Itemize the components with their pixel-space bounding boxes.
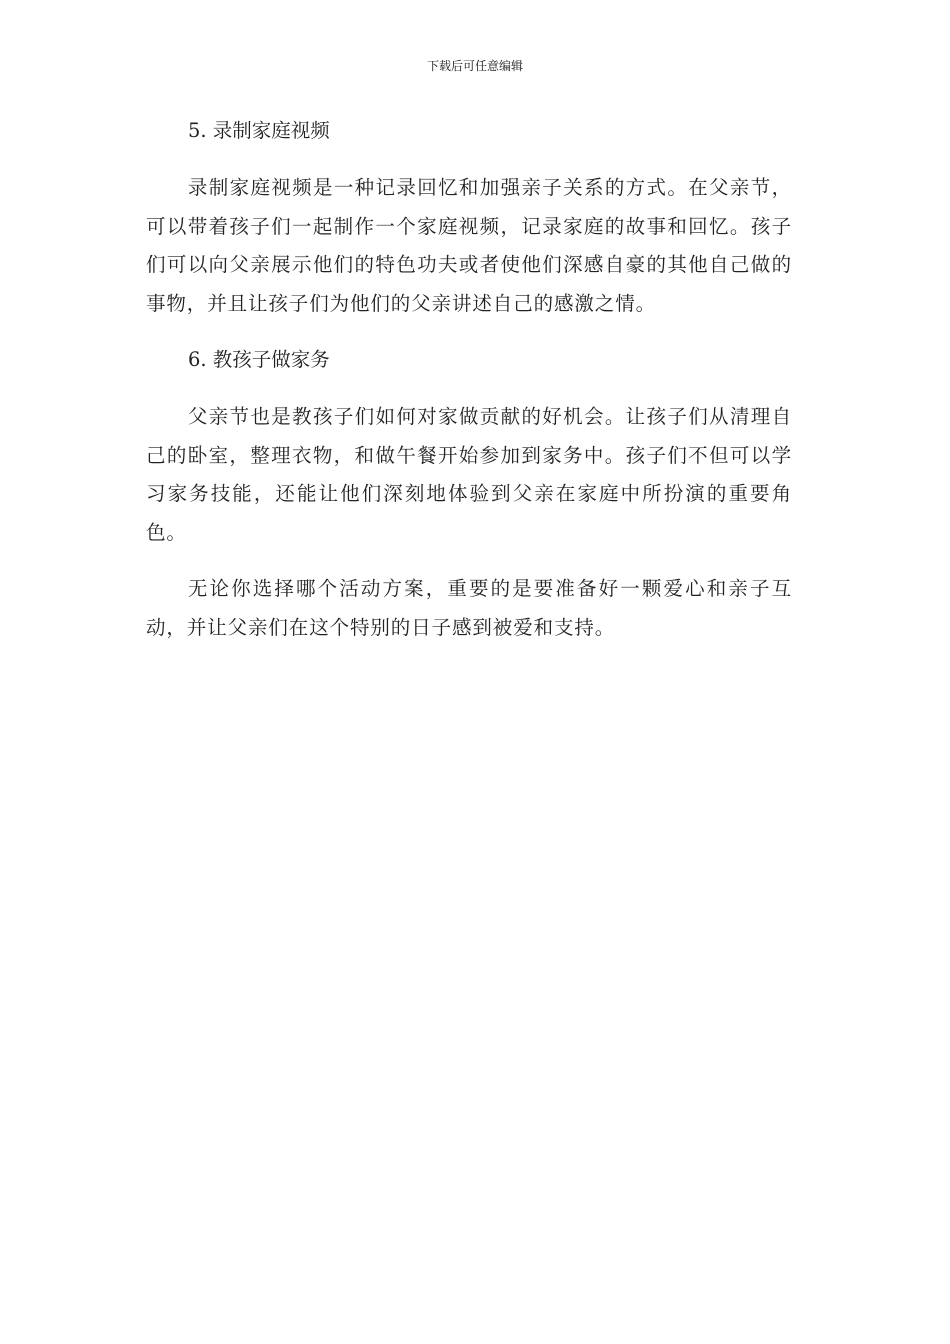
document-body: [146, 112, 792, 647]
section-heading-5: 5. 录制家庭视频: [188, 119, 330, 142]
section-paragraph-6: 父亲节也是教孩子们如何对家做贡献的好机会。让孩子们从清理自己的卧室，整理衣物，和做午餐开始参加到家务中。孩子们不但可以学习家务技能，还能让他们深刻地体验到父亲在家庭中所扮演的重要角色。: [146, 405, 792, 544]
conclusion-paragraph: 无论你选择哪个活动方案，重要的是要准备好一颗爱心和亲子互动，并让父亲们在这个特别的日子感到被爱和支持。: [146, 577, 792, 639]
section-heading-6: 6. 教孩子做家务: [188, 348, 330, 371]
section-paragraph-5: 录制家庭视频是一种记录回忆和加强亲子关系的方式。在父亲节，可以带着孩子们一起制作一个家庭视频，记录家庭的故事和回忆。孩子们可以向父亲展示他们的特色功夫或者使他们深感自豪的其他自己做的事物，并且让孩子们为他们的父亲讲述自己的感激之情。: [146, 176, 792, 315]
page-header: 下载后可任意编辑: [426, 59, 523, 73]
